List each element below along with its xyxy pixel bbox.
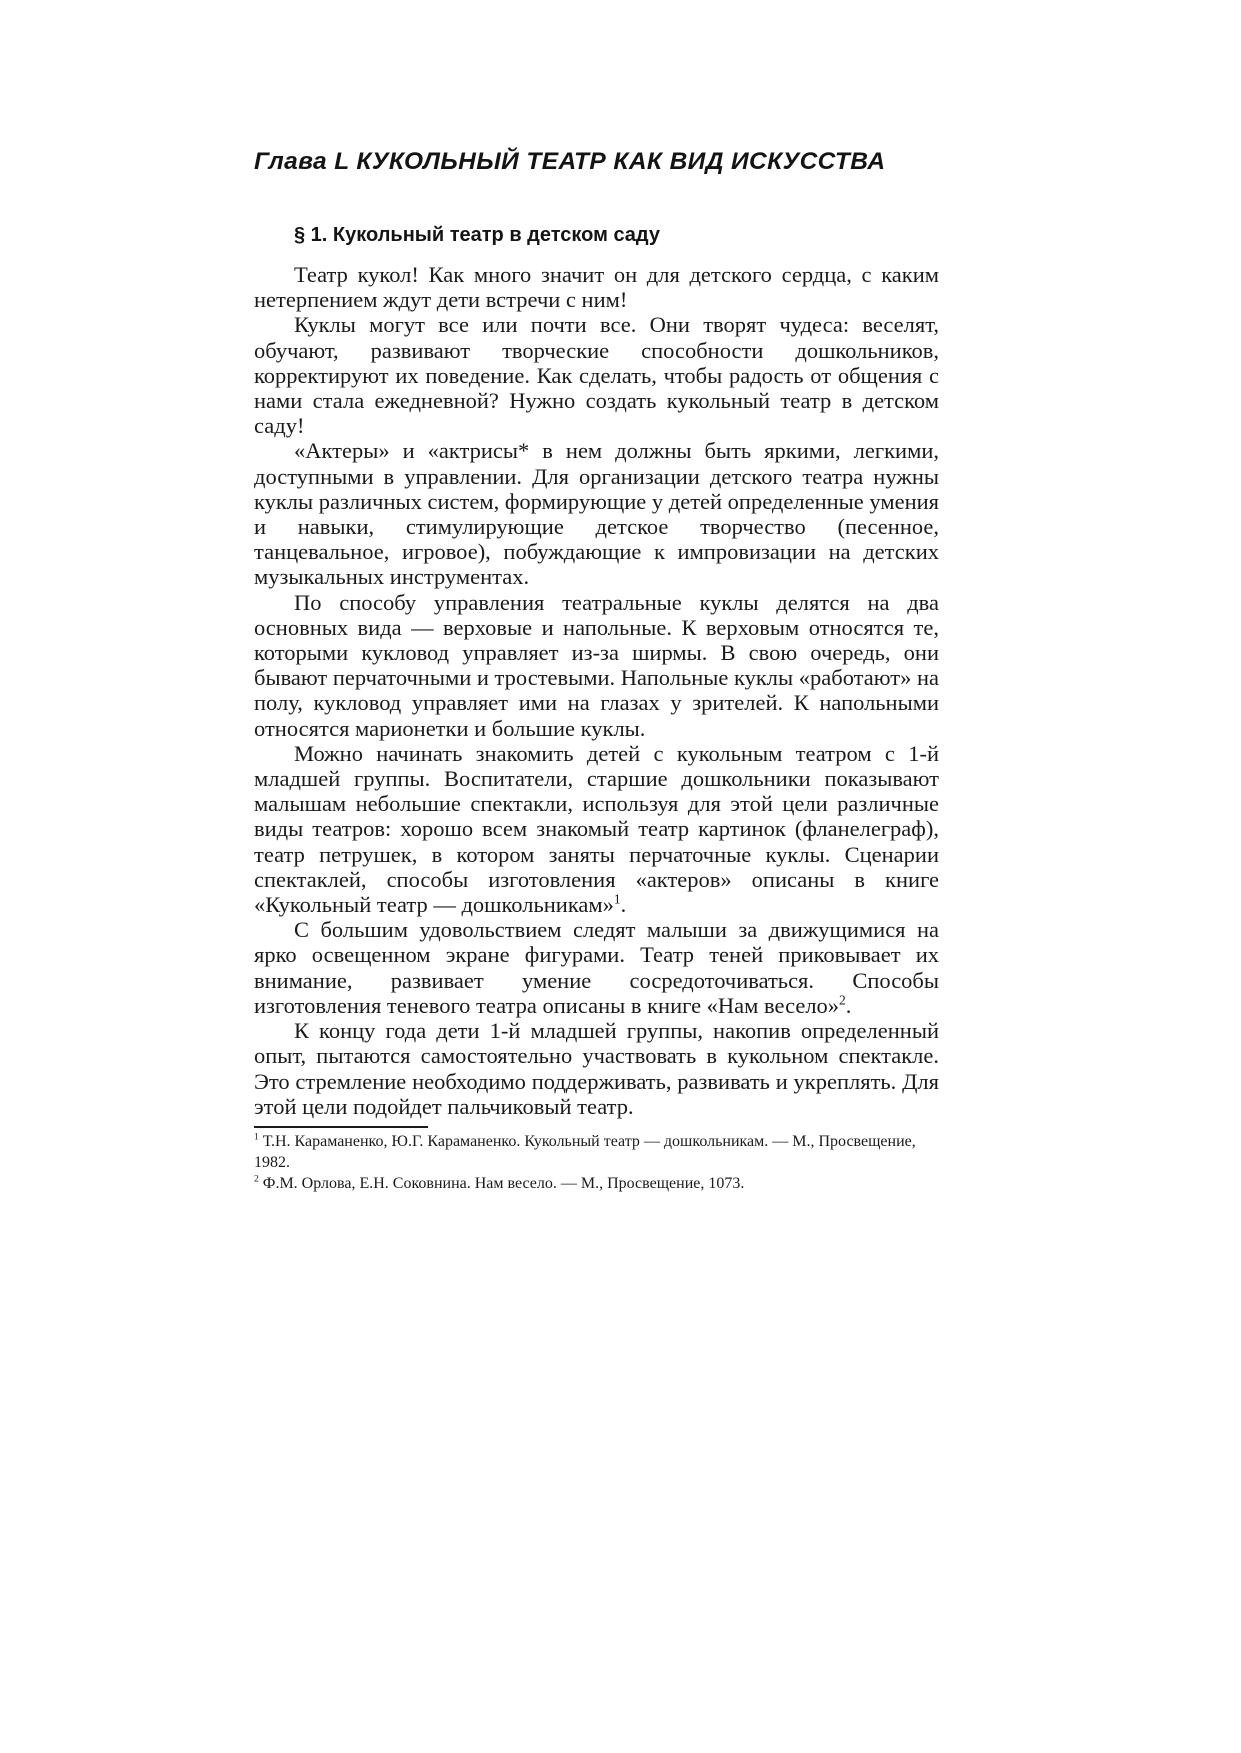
chapter-title: Глава L КУКОЛЬНЫЙ ТЕАТР КАК ВИД ИСКУССТВА xyxy=(254,148,886,175)
body-text xyxy=(254,262,939,1119)
paragraph-1: Театр кукол! Как много значит он для детского сердца, с каким нетерпением ждут дети встречи с ним! xyxy=(254,262,939,313)
footnote-1 xyxy=(254,1131,939,1173)
footnote-2-text: Ф.М. Орлова, Е.Н. Соковнина. Нам весело. — М., Просвещение, 1073. xyxy=(258,1175,745,1192)
footnote-divider xyxy=(254,1126,428,1128)
paragraph-5-text: Можно начинать знакомить детей с кукольным театром с 1-й младшей группы. Воспитатели, старшие дошкольники показывают малышам небольшие спектакли, используя для этой цели различные виды театров: хорошо всем знакомый театр картинок (фланелеграф), театр петрушек, в котором заняты перчаточные куклы. Сценарии спектаклей, способы изготовления «актеров» описаны в книге «Кукольный театр — дошкольникам» xyxy=(254,740,939,918)
footnote-2 xyxy=(254,1173,939,1194)
paragraph-7: К концу года дети 1-й младшей группы, накопив определенный опыт, пытаются самостоятельно участвовать в кукольном спектакле. Это стремление необходимо поддерживать, развивать и укреплять. Для этой цели подойдет пальчиковый театр. xyxy=(254,1018,939,1119)
footnote-2-number: 2 xyxy=(254,1173,259,1185)
footnote-ref-1: 1 xyxy=(613,891,621,907)
paragraph-2: Куклы могут все или почти все. Они творят чудеса: веселят, обучают, развивают творческие способности дошкольников, корректируют их поведение. Как сделать, чтобы радость от общения с нами стала ежедневной? Нужно создать кукольный театр в детском саду! xyxy=(254,312,939,439)
paragraph-3: «Актеры» и «актрисы* в нем должны быть яркими, легкими, доступными в управлении. Для организации детского театра нужны куклы различных систем, формирующие у детей определенные умения и навыки, стимулирующие детское творчество (песенное, танцевальное, игровое), побуждающие к импровизации на детских музыкальных инструментах. xyxy=(254,438,939,590)
paragraph-6-text: С большим удовольствием следят малыши за движущимися на ярко освещенном экране фигурами. Театр теней приковывает их внимание, развивает умение сосредоточиваться. Способы изготовления теневого театра описаны в книге «Нам весело» xyxy=(254,917,939,1018)
paragraph-6 xyxy=(254,917,939,1018)
paragraph-4: По способу управления театральные куклы делятся на два основных вида — верховые и напольные. К верховым относятся те, которыми кукловод управляет из-за ширмы. В свою очередь, они бывают перчаточными и тростевыми. Напольные куклы «работают» на полу, кукловод управляет ими на глазах у зрителей. К напольными относятся марионетки и большие куклы. xyxy=(254,589,939,741)
paragraph-5-end: . xyxy=(620,892,627,918)
footnote-ref-2: 2 xyxy=(839,992,846,1008)
footnote-1-number: 1 xyxy=(254,1131,259,1143)
section-title: § 1. Кукольный театр в детском саду xyxy=(294,224,660,246)
footnote-1-text: Т.Н. Караманенко, Ю.Г. Караманенко. Кукольный театр — дошкольникам. — М., Просвещение, 1982. xyxy=(254,1133,916,1171)
paragraph-5 xyxy=(254,741,939,917)
footnotes xyxy=(254,1131,939,1194)
paragraph-6-end: . xyxy=(845,992,852,1018)
